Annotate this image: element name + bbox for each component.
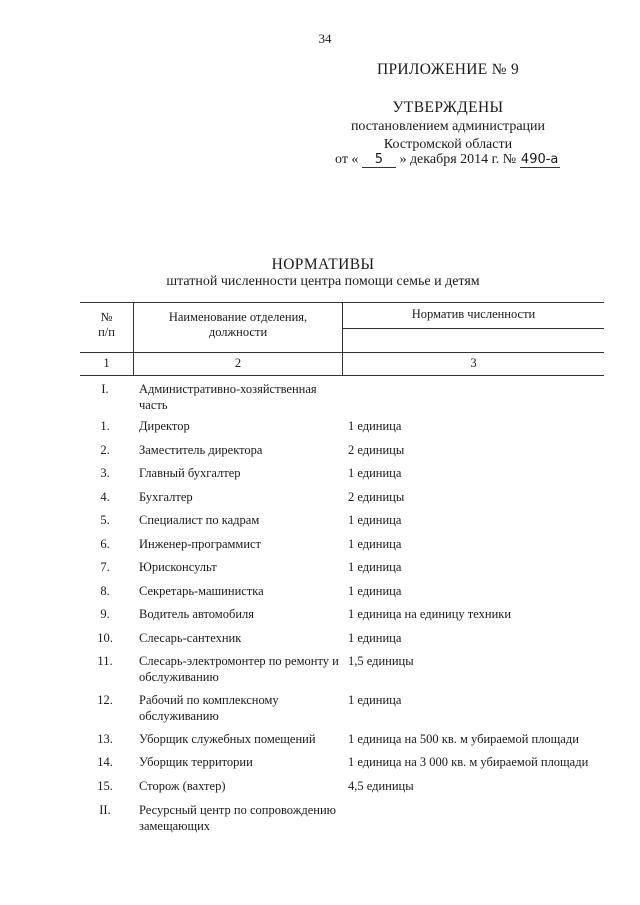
row-name: Директор (139, 419, 190, 433)
row-norm: 1 единица на 3 000 кв. м убираемой площади (348, 755, 589, 769)
row-norm: 1,5 единицы (348, 654, 414, 668)
row-norm: 1 единица (348, 560, 402, 574)
decree-month: » декабря (399, 152, 457, 167)
row-name: Бухгалтер (139, 490, 193, 504)
row-name: Слесарь-сантехник (139, 631, 242, 645)
row-norm: 2 единицы (348, 443, 405, 457)
row-number: 6. (100, 537, 110, 551)
decree-from: от « (335, 152, 359, 167)
approved-label: УТВЕРЖДЕНЫ (392, 99, 504, 116)
row-name: Уборщик территории (139, 755, 253, 769)
decree-line (335, 152, 560, 168)
document-subtitle: штатной численности центра помощи семье и детям (166, 274, 480, 289)
row-number: 10. (97, 631, 113, 645)
row-norm: 1 единица на единицу техники (348, 607, 512, 621)
row-name: Слесарь-электромонтер по ремонту и обслуживанию (139, 654, 339, 684)
column-number-1: 1 (103, 356, 110, 370)
row-norm: 4,5 единицы (348, 779, 414, 793)
row-number: 12. (97, 693, 113, 707)
row-norm: 1 единица (348, 537, 402, 551)
row-number: 11. (97, 654, 113, 668)
column-number-3: 3 (470, 356, 477, 370)
row-name: Административно-хозяйственная часть (139, 382, 317, 412)
row-norm: 2 единицы (348, 490, 405, 504)
column-number-2: 2 (234, 356, 242, 370)
row-number: 3. (100, 466, 110, 480)
row-name: Уборщик служебных помещений (139, 732, 316, 746)
row-name: Юрисконсульт (139, 560, 217, 574)
row-norm: 1 единица (348, 419, 402, 433)
row-number: I. (101, 382, 109, 396)
row-name: Секретарь-машинистка (139, 584, 264, 598)
row-name: Ресурсный центр по сопровождению замещающих (139, 803, 336, 833)
row-norm: 1 единица (348, 584, 402, 598)
region-line: Костромской области (383, 137, 513, 152)
row-name: Заместитель директора (139, 443, 263, 457)
header-norm: Норматив численности (411, 307, 536, 321)
approved-by-line: постановлением администрации (350, 119, 546, 134)
appendix-label: ПРИЛОЖЕНИЕ № 9 (376, 61, 520, 78)
row-number: 8. (100, 584, 110, 598)
row-norm: 1 единица (348, 513, 402, 527)
header-name: Наименование отделения, должности (168, 310, 308, 339)
header-number: № п/п (98, 310, 115, 339)
decree-year: 2014 г. № (460, 152, 517, 167)
row-number: 4. (100, 490, 110, 504)
row-number: 13. (97, 732, 113, 746)
table-rule-header-inner (342, 328, 604, 329)
document-title: НОРМАТИВЫ (271, 256, 375, 273)
row-name: Специалист по кадрам (139, 513, 260, 527)
row-norm: 1 единица (348, 631, 402, 645)
row-number: 7. (100, 560, 110, 574)
decree-day: 5 (362, 153, 396, 168)
row-norm: 1 единица (348, 466, 402, 480)
row-name: Водитель автомобиля (139, 607, 254, 621)
row-number: 14. (97, 755, 113, 769)
row-number: 5. (100, 513, 110, 527)
decree-number: 490-а (520, 152, 559, 167)
row-number: 2. (100, 443, 110, 457)
row-name: Главный бухгалтер (139, 466, 241, 480)
table-rule-colnum-bottom (80, 375, 604, 376)
row-number: 9. (100, 607, 110, 621)
row-name: Инженер-программист (139, 537, 262, 551)
row-name: Сторож (вахтер) (139, 779, 226, 793)
page-number: 34 (318, 31, 332, 46)
row-number: 15. (97, 779, 113, 793)
row-norm: 1 единица (348, 693, 402, 707)
row-name: Рабочий по комплексному обслуживанию (139, 693, 279, 723)
row-number: II. (99, 803, 111, 817)
row-number: 1. (100, 419, 110, 433)
row-norm: 1 единица на 500 кв. м убираемой площади (348, 732, 579, 746)
